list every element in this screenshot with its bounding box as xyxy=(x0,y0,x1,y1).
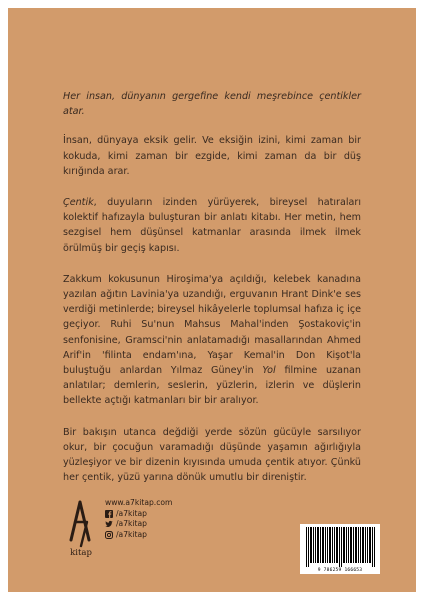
facebook-row xyxy=(105,509,172,520)
instagram-icon xyxy=(105,531,113,539)
isbn-number: 9 786259 166653 xyxy=(317,568,363,573)
twitter-handle: /a7kitap xyxy=(116,519,148,529)
publisher-contacts xyxy=(105,498,172,540)
paragraph-closing: Bir bakışın utanca değdiği yerde sözün gücüyle sarsılıyor okur, bir çocuğun varamadığı düşünde yaşamın ağırlığıyla yüzleşiyor ve bir dizenin kıyısında umuda çentik atıyor. Çünkü her çentik, yüzü yarına dönük umutlu bir direniştir. xyxy=(63,426,361,484)
back-cover-text xyxy=(63,89,361,501)
twitter-row xyxy=(105,519,172,530)
paragraph-book-description-text: , duyuların izinden yürüyerek, bireysel hatıraları kolektif hafızayla buluşturan bir anlatı kitabı. Her metin, hem sezgisel hem düşünsel katmanlar arasında ilmek ilmek örülmüş bir geçiş kapısı. xyxy=(63,197,361,254)
publisher-block xyxy=(63,498,172,558)
facebook-icon xyxy=(105,510,113,518)
book-title: Çentik xyxy=(63,197,94,209)
facebook-handle: /a7kitap xyxy=(116,508,148,518)
paragraph-themes-text-a: Zakkum kokusunun Hiroşima'ya açıldığı, kelebek kanadına yazılan ağıtın Lavinia'ya uzandığı, erguvanın Hrant Dink'e ses verdiği metinlerde; bireysel hikâyelerle toplumsal hafıza iç içe geçiyor. Ruhi Su'nun Mahsus Mahal'inden Şostakoviç'in senfonisine, Gramsci'nin anlatamadığı masallarından Ahmed Arif'in 'filinta endam'ına, Yaşar Kemal'in Don Kişot'la buluştuğu anlardan Yılmaz Güney'in xyxy=(63,273,361,377)
publisher-logo xyxy=(63,500,97,558)
instagram-row xyxy=(105,530,172,541)
paragraph-intro: İnsan, dünyaya eksik gelir. Ve eksiğin izini, kimi zaman bir kokuda, kimi zaman bir ezgide, kimi zaman da bir düş kırığında arar. xyxy=(63,135,361,177)
barcode-icon xyxy=(300,524,380,574)
instagram-handle: /a7kitap xyxy=(116,529,148,539)
publisher-logo-text: kitap xyxy=(70,548,92,558)
epigraph: Her insan, dünyanın gergefine kendi meşrebince çentikler atar. xyxy=(63,91,361,118)
website-row xyxy=(105,498,172,509)
paragraph-book-description xyxy=(63,195,361,256)
a7-logo-icon xyxy=(63,500,97,550)
back-cover xyxy=(8,8,416,592)
film-title: Yol xyxy=(262,365,276,377)
twitter-icon xyxy=(105,520,113,528)
website-text: www.a7kitap.com xyxy=(105,498,173,507)
paragraph-themes-text-b: filmine uzanan anlatılar; demlerin, seslerin, yüzlerin, izlerin ve düşlerin bellekte açtığı katmanları bir bir aralıyor. xyxy=(63,365,361,407)
isbn-barcode xyxy=(300,524,380,574)
paragraph-themes xyxy=(63,272,361,409)
